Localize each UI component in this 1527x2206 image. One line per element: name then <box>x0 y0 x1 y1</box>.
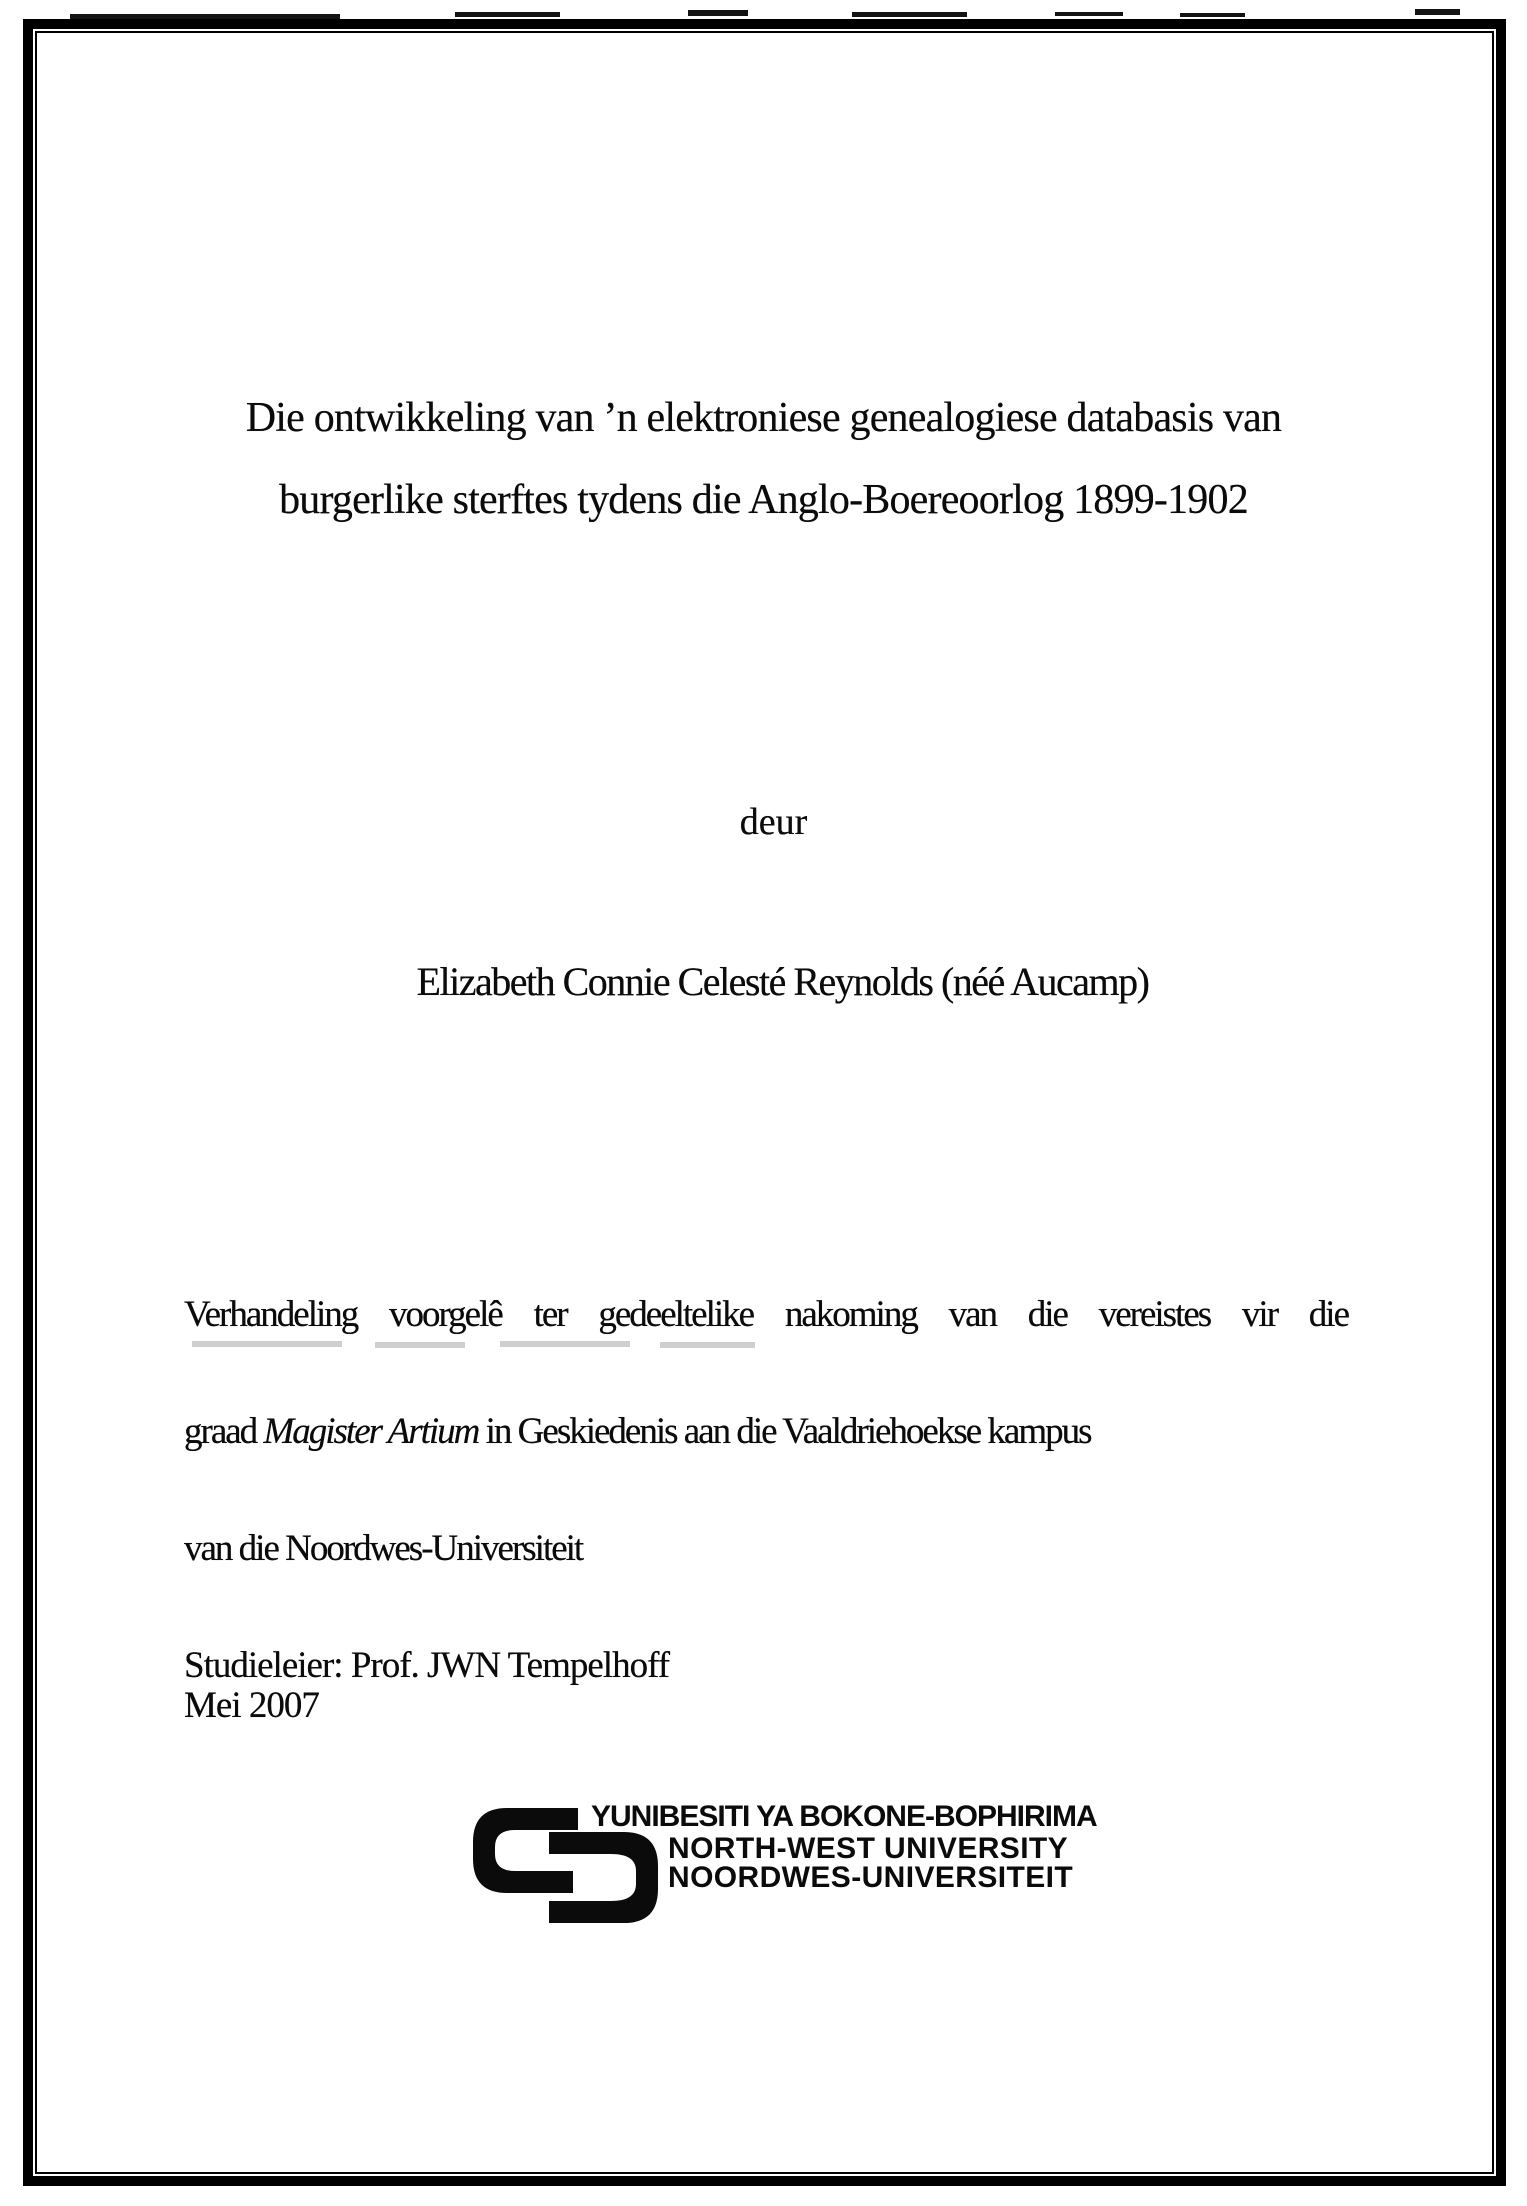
scan-ghost-smear <box>500 1341 630 1347</box>
statement-line-2 <box>184 1412 1348 1451</box>
scan-noise-dash <box>455 12 560 17</box>
statement-line-1: Verhandeling voorgelê ter gedeeltelike nakoming van die vereistes vir die <box>184 1294 1348 1335</box>
scan-ghost-smear <box>375 1342 465 1348</box>
author-name: Elizabeth Connie Celesté Reynolds (néé Aucamp) <box>416 959 1149 1004</box>
scan-noise-dash <box>852 12 967 17</box>
scan-noise-dash <box>688 10 748 16</box>
supervisor-line: Studieleier: Prof. JWN Tempelhoff <box>184 1645 670 1686</box>
statement-line-3: van die Noordwes-Universiteit <box>184 1528 583 1569</box>
scan-noise-dash <box>1055 12 1123 16</box>
degree-name: Magister Artium <box>263 1411 479 1452</box>
statement-line-2-suffix: in Geskiedenis aan die Vaaldriehoekse kampus <box>478 1411 1091 1452</box>
byline-deur: deur <box>739 801 808 843</box>
statement-line-2-prefix: graad <box>184 1411 264 1452</box>
thesis-title-line-2: burgerlike sterftes tydens die Anglo-Boereoorlog 1899-1902 <box>279 477 1248 523</box>
scan-ghost-smear <box>192 1341 342 1347</box>
logo-text-english: NORTH-WEST UNIVERSITY <box>668 1832 1069 1865</box>
date-line: Mei 2007 <box>184 1685 319 1726</box>
scan-noise-dash <box>1415 9 1460 15</box>
scan-noise-dash <box>1180 13 1245 17</box>
logo-text-afrikaans: NOORDWES-UNIVERSITEIT <box>668 1861 1074 1894</box>
scan-ghost-smear <box>660 1342 755 1348</box>
thesis-title-line-1: Die ontwikkeling van ’n elektroniese genealogiese databasis van <box>245 395 1282 441</box>
logo-text-setswana: YUNIBESITI YA BOKONE-BOPHIRIMA <box>591 1800 1097 1833</box>
degree-statement <box>184 1217 1348 1646</box>
